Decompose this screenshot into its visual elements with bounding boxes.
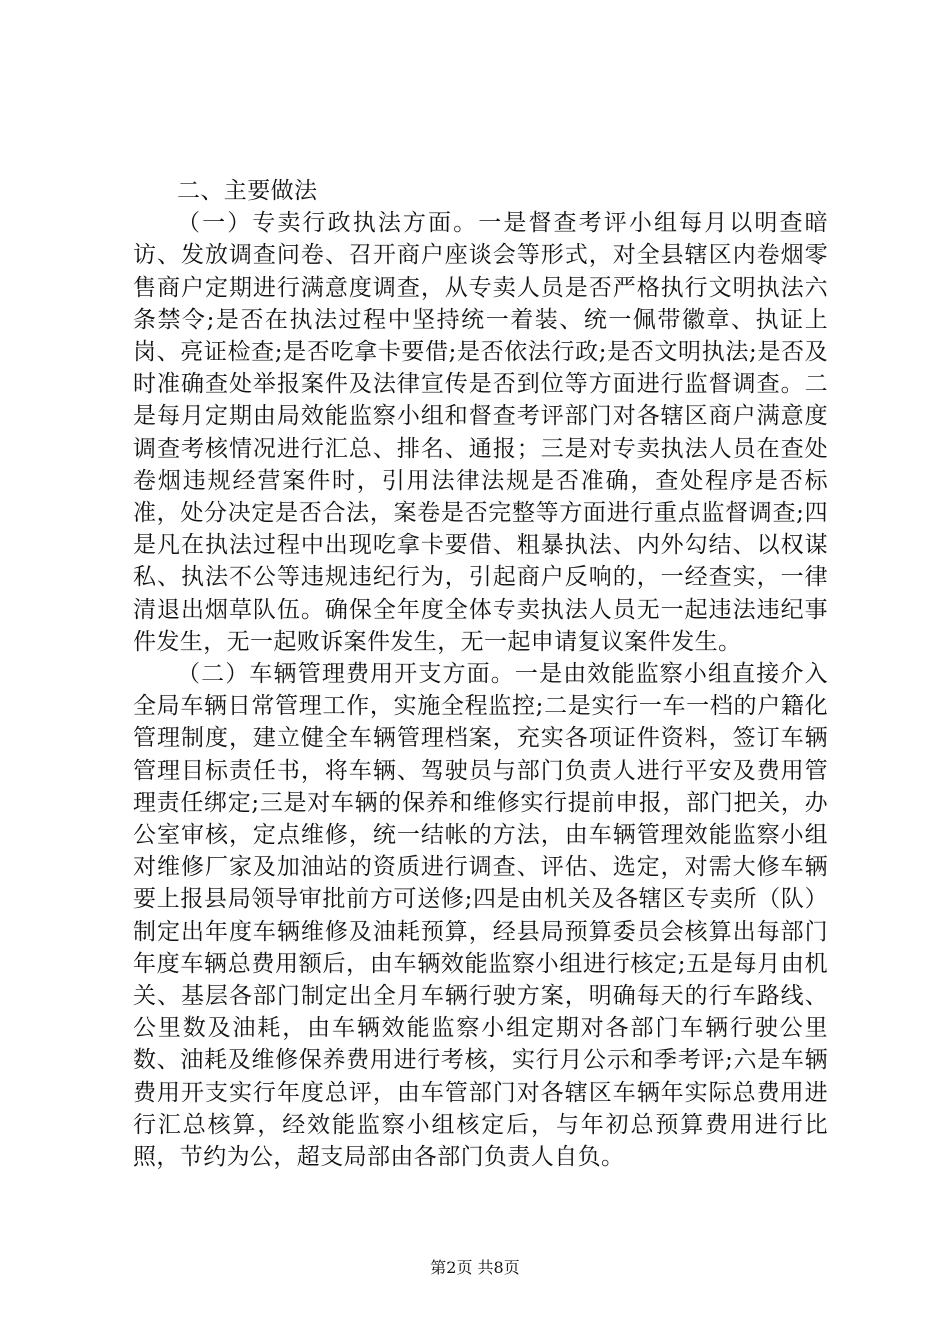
section-heading: 二、主要做法	[177, 178, 318, 204]
page-footer: 第2页 共8页	[430, 1258, 520, 1277]
document-body	[133, 175, 828, 1173]
paragraph-vehicle-management: （二）车辆管理费用开支方面。一是由效能监察小组直接介入全局车辆日常管理工作，实施全程监控;二是实行一车一档的户籍化管理制度，建立健全车辆管理档案，充实各项证件资料，签订车辆管理目标责任书，将车辆、驾驶员与部门负责人进行平安及费用管理责任绑定;三是对车辆的保养和维修实行提前申报，部门把关，办公室审核，定点维修，统一结帐的方法，由车辆管理效能监察小组对维修厂家及加油站的资质进行调查、评估、选定，对需大修车辆要上报县局领导审批前方可送修;四是由机关及各辖区专卖所（队）制定出年度车辆维修及油耗预算，经县局预算委员会核算出每部门年度车辆总费用额后，由车辆效能监察小组进行核定;五是每月由机关、基层各部门制定出全月车辆行驶方案，明确每天的行车路线、公里数及油耗，由车辆效能监察小组定期对各部门车辆行驶公里数、油耗及维修保养费用进行考核，实行月公示和季考评;六是车辆费用开支实行年度总评，由车管部门对各辖区车辆年实际总费用进行汇总核算，经效能监察小组核定后，与年初总预算费用进行比照，节约为公，超支局部由各部门负责人自负。	[133, 661, 828, 1171]
paragraph-law-enforcement: （一）专卖行政执法方面。一是督查考评小组每月以明查暗访、发放调查问卷、召开商户座谈会等形式，对全县辖区内卷烟零售商户定期进行满意度调查，从专卖人员是否严格执行文明执法六条禁令;是否在执法过程中坚持统一着装、统一佩带徽章、执证上岗、亮证检查;是否吃拿卡要借;是否依法行政;是否文明执法;是否及时准确查处举报案件及法律宣传是否到位等方面进行监督调查。二是每月定期由局效能监察小组和督查考评部门对各辖区商户满意度调查考核情况进行汇总、排名、通报；三是对专卖执法人员在查处卷烟违规经营案件时，引用法律法规是否准确，查处程序是否标准，处分决定是否合法，案卷是否完整等方面进行重点监督调查;四是凡在执法过程中出现吃拿卡要借、粗暴执法、内外勾结、以权谋私、执法不公等违规违纪行为，引起商户反响的，一经查实，一律清退出烟草队伍。确保全年度全体专卖执法人员无一起违法违纪事件发生，无一起败诉案件发生，无一起申请复议案件发生。	[133, 210, 828, 655]
